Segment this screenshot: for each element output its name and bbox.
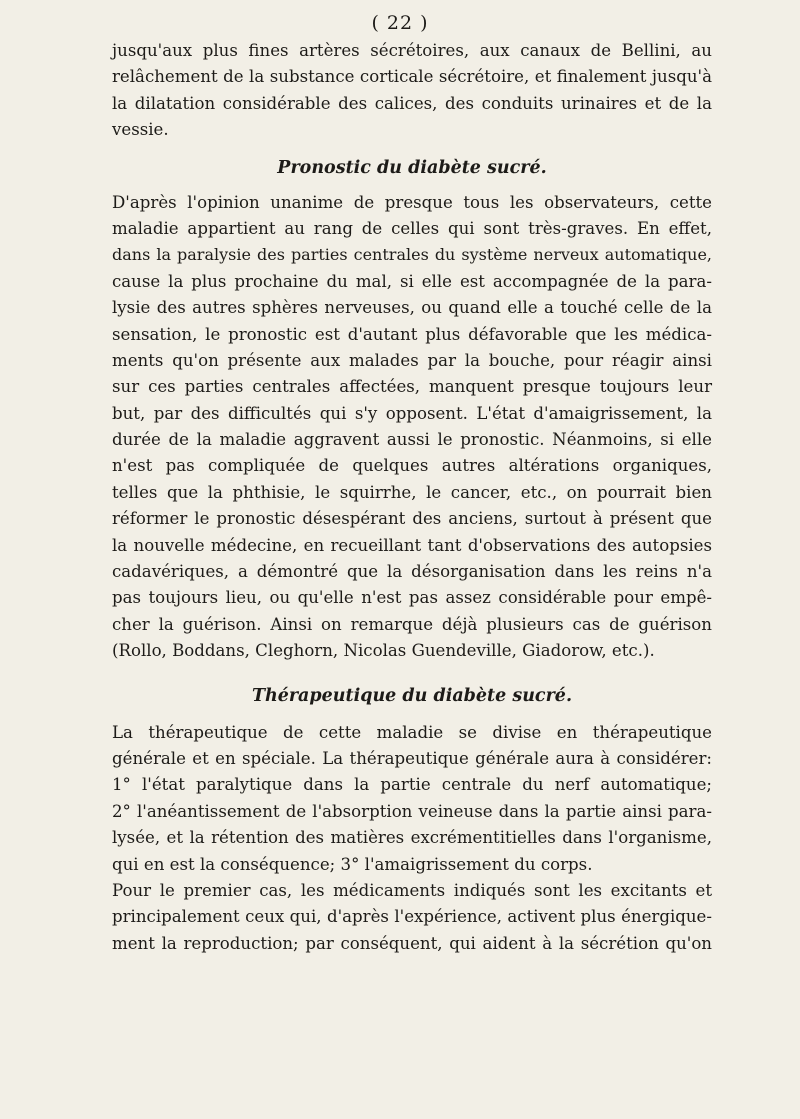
- text-line: 2° l'anéantissement de l'absorption veineuse dans la partie ainsi para-: [112, 801, 712, 821]
- text-line: sur ces parties centrales affectées, manquent presque toujours leur: [112, 377, 712, 397]
- text-line: relâchement de la substance corticale sécrétoire, et finalement jusqu'à: [112, 67, 712, 87]
- text-line: n'est pas compliquée de quelques autres altérations organiques,: [112, 456, 712, 476]
- text-line: générale et en spéciale. La thérapeutique générale aura à considérer:: [112, 748, 712, 768]
- intro-paragraph: [112, 38, 712, 144]
- text-line: (Rollo, Boddans, Cleghorn, Nicolas Guendeville, Giadorow, etc.).: [112, 641, 655, 661]
- text-line: La thérapeutique de cette maladie se divise en thérapeutique: [112, 722, 712, 742]
- text-line: réformer le pronostic désespérant des anciens, surtout à présent que: [112, 509, 712, 529]
- text-line: sensation, le pronostic est d'autant plus défavorable que les médica-: [112, 324, 712, 344]
- text-line: la nouvelle médecine, en recueillant tant d'observations des autopsies: [112, 535, 712, 555]
- text-line: ment la reproduction; par conséquent, qui aident à la sécrétion qu'on: [112, 933, 712, 953]
- text-line: jusqu'aux plus fines artères sécrétoires, aux canaux de Bellini, au: [112, 41, 712, 60]
- text-line: vessie.: [112, 120, 169, 140]
- text-line: qui en est la conséquence; 3° l'amaigrissement du corps.: [112, 854, 593, 874]
- text-line: la dilatation considérable des calices, des conduits urinaires et de la: [112, 93, 712, 113]
- page-number: ( 22 ): [371, 12, 429, 34]
- text-line: dans la paralysie des parties centrales du système nerveux automatique,: [112, 245, 712, 265]
- text-line: lysée, et la rétention des matières excrémentitielles dans l'organisme,: [112, 828, 712, 848]
- text-line: principalement ceux qui, d'après l'expérience, activent plus énergique-: [112, 907, 712, 927]
- text-line: but, par des difficultés qui s'y opposent. L'état d'amaigrissement, la: [112, 403, 712, 423]
- text-line: lysie des autres sphères nerveuses, ou quand elle a touché celle de la: [112, 298, 712, 318]
- text-line: D'après l'opinion unanime de presque tous les observateurs, cette: [112, 192, 712, 212]
- text-line: 1° l'état paralytique dans la partie centrale du nerf automatique;: [112, 775, 712, 795]
- section-heading-therapeutique: Thérapeutique du diabète sucré.: [251, 685, 573, 706]
- text-line: cher la guérison. Ainsi on remarque déjà plusieurs cas de guérison: [112, 614, 712, 634]
- text-line: telles que la phthisie, le squirrhe, le cancer, etc., on pourrait bien: [112, 482, 712, 502]
- text-line: pas toujours lieu, ou qu'elle n'est pas assez considérable pour empê-: [112, 588, 712, 608]
- text-line: cadavériques, a démontré que la désorganisation dans les reins n'a: [112, 562, 712, 582]
- therapeutique-paragraph: [112, 720, 712, 958]
- text-line: Pour le premier cas, les médicaments indiqués sont les excitants et: [112, 880, 712, 900]
- body-text: [112, 38, 712, 957]
- text-line: ments qu'on présente aux malades par la bouche, pour réagir ainsi: [112, 350, 712, 370]
- text-line: durée de la maladie aggravent aussi le pronostic. Néanmoins, si elle: [112, 430, 712, 450]
- section-heading-pronostic: Pronostic du diabète sucré.: [277, 157, 547, 178]
- text-line: cause la plus prochaine du mal, si elle est accompagnée de la para-: [112, 271, 712, 291]
- text-line: maladie appartient au rang de celles qui sont très-graves. En effet,: [112, 218, 712, 238]
- pronostic-paragraph: [112, 190, 712, 665]
